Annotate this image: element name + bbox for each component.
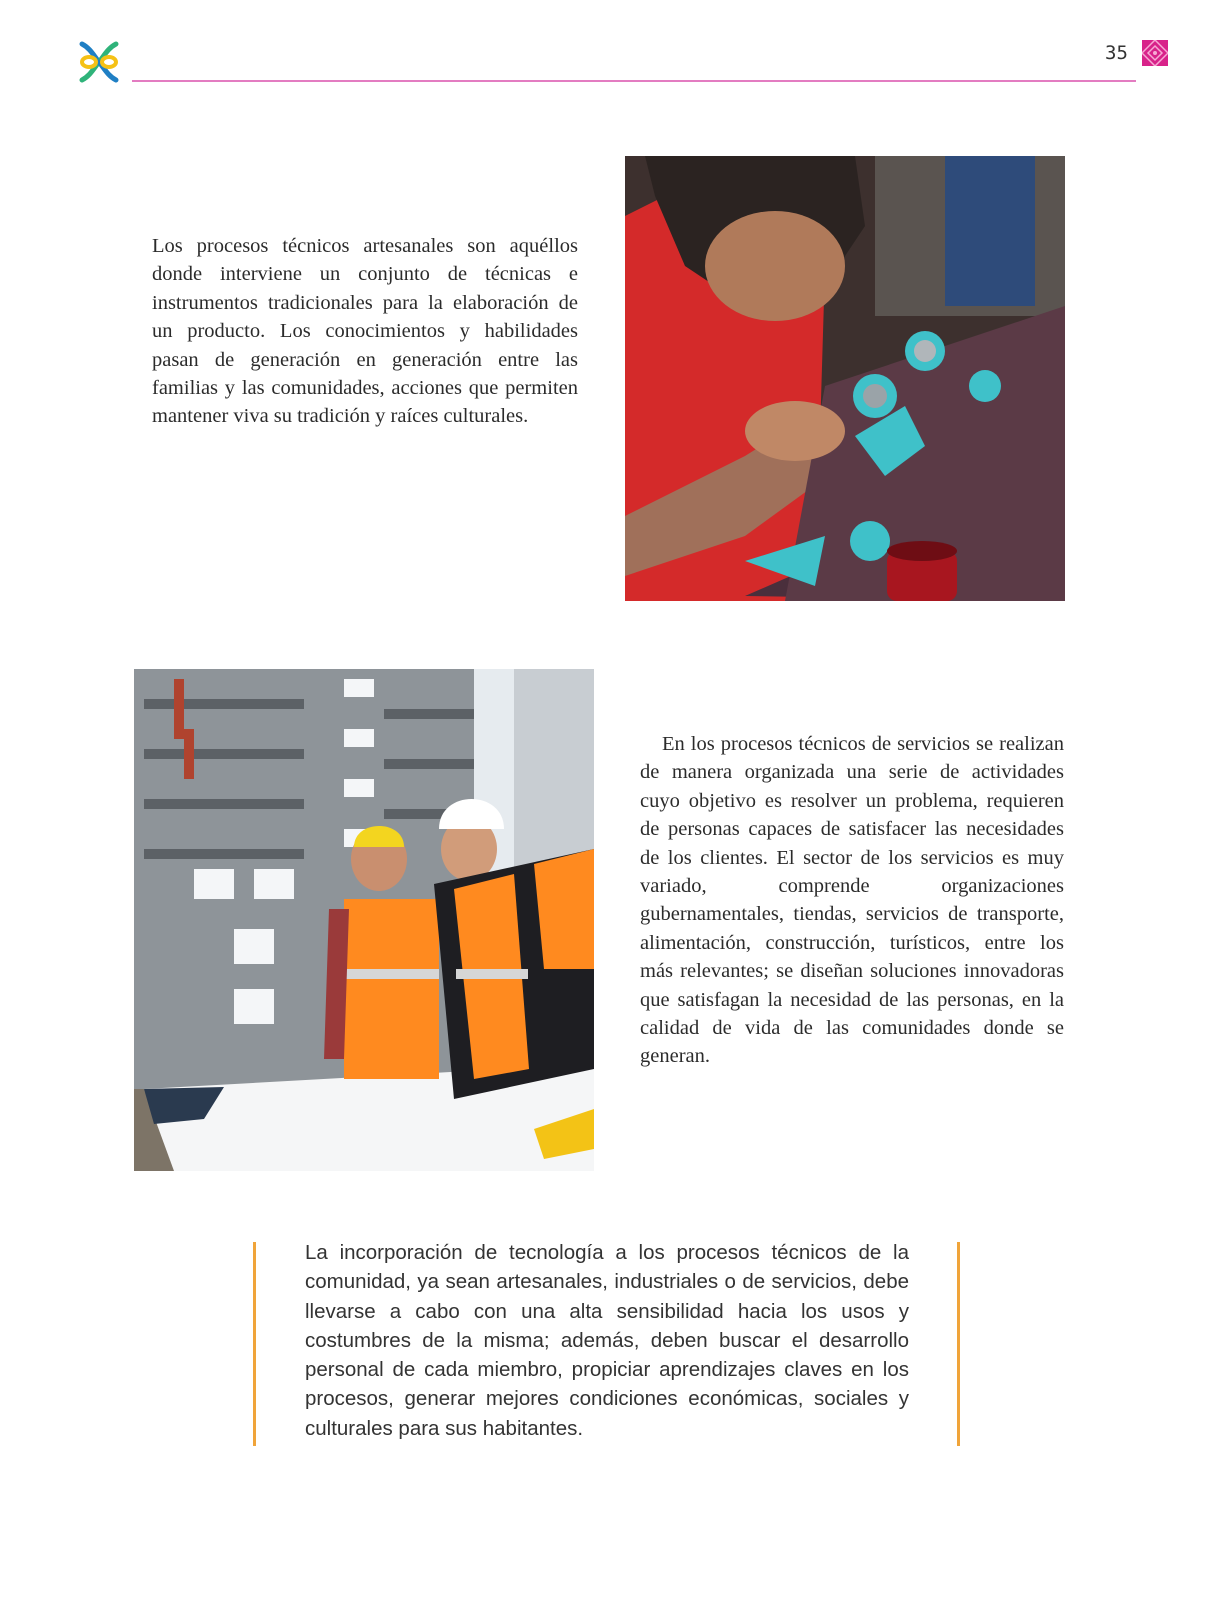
page-number: 35 [1105, 42, 1128, 64]
book-logo-icon [76, 38, 122, 86]
callout-left-bar [253, 1242, 256, 1446]
technology-callout-paragraph: La incorporación de tecnología a los procesos técnicos de la comunidad, ya sean artesanales, industriales o de servicios, debe llevarse a cabo con una alta sensibilidad hacia los usos y costumbres de la misma; además, deben buscar el desarrollo personal de cada miembro, propiciar aprendizajes claves en los procesos, generar mejores condiciones económicas, sociales y culturales para sus habitantes. [305, 1241, 909, 1440]
artisan-photo [625, 156, 1065, 601]
services-processes-paragraph: En los procesos técnicos de servicios se realizan de manera organizada una serie de actividades cuyo objetivo es resolver un problema, requieren de personas capaces de satisfacer las necesidades de los clientes. El sector de los servicios es muy variado, comprende organizaciones gubernamentales, tiendas, servicios de transporte, alimentación, construcción, turísticos, entre los más relevantes; se diseñan soluciones innovadoras que satisfagan la necesidad de las personas, en la calidad de vida de las comunidades donde se generan. [640, 733, 1064, 1068]
header-rule [132, 80, 1136, 82]
decorative-pattern-icon [1142, 40, 1168, 66]
callout-right-bar [957, 1242, 960, 1446]
artisan-processes-paragraph: Los procesos técnicos artesanales son aquéllos donde interviene un conjunto de técnicas e instrumentos tradicionales para la elaboración de un producto. Los conocimientos y habilidades pasan de generación en generación entre las familias y las comunidades, acciones que permiten mantener viva su tradición y raíces culturales. [152, 235, 578, 428]
construction-photo [134, 669, 594, 1171]
